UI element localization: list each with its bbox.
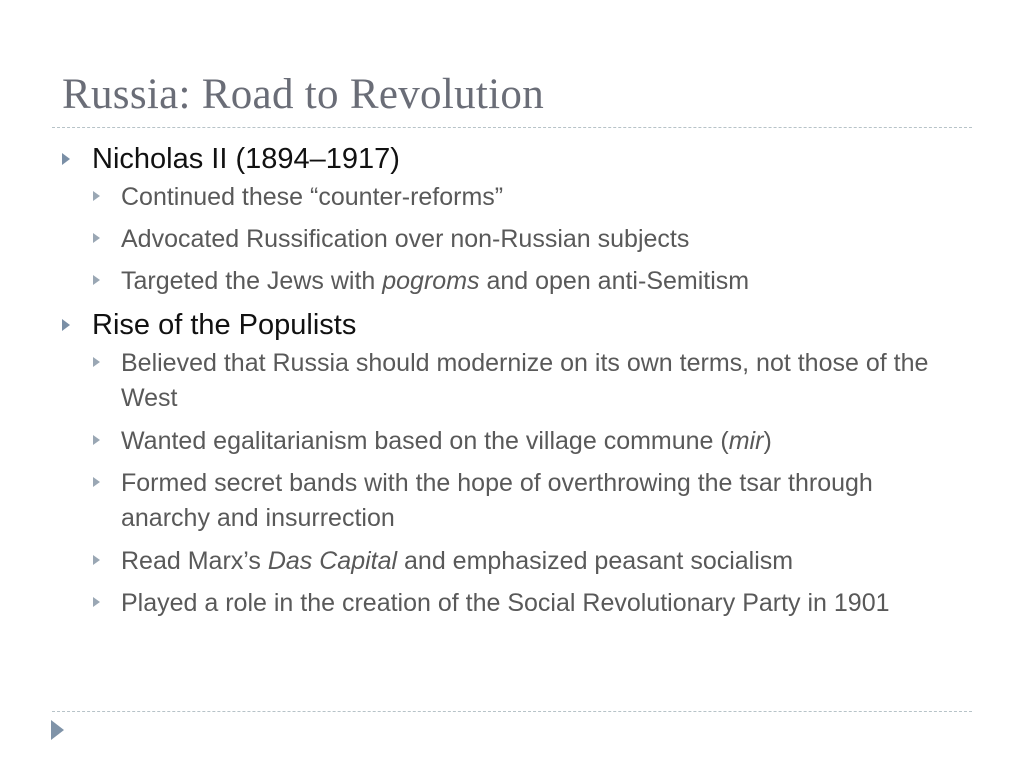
triangle-bullet-icon <box>93 435 100 445</box>
bullet-level2 <box>93 180 962 214</box>
bullet-level2 <box>93 466 962 536</box>
triangle-bullet-icon <box>93 597 100 607</box>
slide-content <box>62 140 962 629</box>
bullet-level2 <box>93 264 962 298</box>
bullet-text: Advocated Russification over non-Russian subjects <box>121 225 690 253</box>
bullet-text: Believed that Russia should modernize on its own terms, not those of the West <box>121 349 929 412</box>
triangle-bullet-icon <box>62 319 70 331</box>
bullet-text: Targeted the Jews with pogroms and open anti-Semitism <box>121 267 750 295</box>
footer-divider <box>52 711 972 712</box>
bullet-level2 <box>93 346 962 416</box>
bullet-text: Read Marx’s Das Capital and emphasized peasant socialism <box>121 547 794 575</box>
triangle-bullet-icon <box>93 477 100 487</box>
bullet-level2 <box>93 222 962 256</box>
bullet-level2 <box>93 424 962 458</box>
section-heading: Rise of the Populists <box>92 309 357 341</box>
bullet-text: Played a role in the creation of the Social Revolutionary Party in 1901 <box>121 589 890 617</box>
bullet-level1 <box>62 140 962 178</box>
next-slide-arrow-icon[interactable] <box>51 720 64 740</box>
italic-term: pogroms <box>382 267 480 295</box>
title-divider <box>52 127 972 128</box>
italic-term: Das Capital <box>267 547 398 575</box>
triangle-bullet-icon <box>93 275 100 285</box>
slide-title: Russia: Road to Revolution <box>62 71 544 118</box>
bullet-text: Wanted egalitarianism based on the village commune (mir) <box>121 427 772 455</box>
section-heading: Nicholas II (1894–1917) <box>92 143 400 175</box>
bullet-text: Formed secret bands with the hope of overthrowing the tsar through anarchy and insurrection <box>121 469 873 532</box>
triangle-bullet-icon <box>93 191 100 201</box>
bullet-level2 <box>93 544 962 578</box>
italic-term: mir <box>728 427 764 455</box>
triangle-bullet-icon <box>93 357 100 367</box>
triangle-bullet-icon <box>93 233 100 243</box>
triangle-bullet-icon <box>62 153 70 165</box>
triangle-bullet-icon <box>93 555 100 565</box>
bullet-level1 <box>62 306 962 344</box>
bullet-text: Continued these “counter-reforms” <box>121 183 504 211</box>
bullet-level2 <box>93 586 962 621</box>
